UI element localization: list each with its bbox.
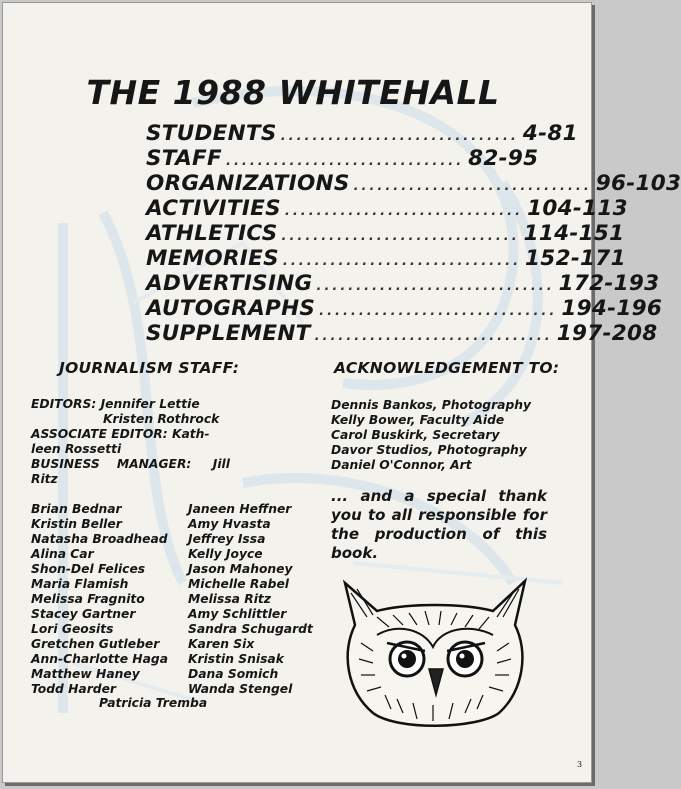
- toc-section: ORGANIZATIONS: [146, 171, 350, 196]
- staff-name: Kristin Beller: [31, 517, 122, 531]
- associate-editor-name-cont: leen Rossetti: [31, 442, 122, 456]
- owl-illustration: [337, 573, 533, 733]
- staff-name: Natasha Broadhead: [31, 532, 168, 546]
- acknowledgement-item: Daniel O'Connor, Art: [331, 458, 472, 472]
- toc-section: STAFF: [146, 146, 222, 171]
- page-title: THE 1988 WHITEHALL: [86, 73, 500, 112]
- acknowledgement-item: Dennis Bankos, Photography: [331, 398, 532, 412]
- staff-name: Janeen Heffner: [188, 502, 292, 516]
- toc-leader: ..............................: [314, 329, 553, 344]
- toc-row: STUDENTS .............................. 4-81: [146, 121, 578, 146]
- staff-name: Lori Geosits: [31, 622, 114, 636]
- associate-editor-name: Kath-: [171, 427, 210, 441]
- staff-name: Karen Six: [188, 637, 255, 651]
- toc-leader: ..............................: [280, 129, 519, 144]
- manager-label: MANAGER:: [116, 457, 192, 471]
- table-of-contents: [146, 121, 681, 346]
- acknowledgement-list: [331, 398, 531, 473]
- toc-leader: ..............................: [226, 154, 465, 169]
- staff-name: Brian Bednar: [31, 502, 122, 516]
- toc-section: ATHLETICS: [146, 221, 278, 246]
- toc-section: MEMORIES: [146, 246, 279, 271]
- staff-name: Sandra Schugardt: [188, 622, 313, 636]
- editors-label: EDITORS:: [31, 397, 97, 411]
- toc-leader: ..............................: [319, 304, 558, 319]
- page-number: 3: [577, 760, 583, 769]
- toc-row: MEMORIES .............................. 152-171: [146, 246, 626, 271]
- business-label: BUSINESS: [31, 457, 100, 471]
- toc-row: SUPPLEMENT .............................. 197-208: [146, 321, 658, 346]
- staff-name: Amy Hvasta: [188, 517, 271, 531]
- toc-section: ACTIVITIES: [146, 196, 281, 221]
- acknowledgement-item: Kelly Bower, Faculty Aide: [331, 413, 505, 427]
- toc-leader: ..............................: [316, 279, 555, 294]
- staff-name: Ann-Charlotte Haga: [31, 652, 169, 666]
- toc-row: ACTIVITIES .............................. 104-113: [146, 196, 628, 221]
- business-manager-name: Jill: [212, 457, 230, 471]
- staff-name: Jason Mahoney: [188, 562, 293, 576]
- journalism-staff-heading: JOURNALISM STAFF:: [59, 359, 240, 377]
- acknowledgement-heading: ACKNOWLEDGEMENT TO:: [334, 359, 560, 377]
- special-thanks: ... and a special thank you to all responsible for the production of this book.: [331, 487, 547, 562]
- business-manager-name-cont: Ritz: [31, 472, 58, 486]
- staff-name: Melissa Ritz: [188, 592, 271, 606]
- staff-name: Melissa Fragnito: [31, 592, 145, 606]
- staff-name: Wanda Stengel: [188, 682, 293, 696]
- toc-section: ADVERTISING: [146, 271, 313, 296]
- staff-name-last: Patricia Tremba: [99, 696, 208, 710]
- staff-name: Shon-Del Felices: [31, 562, 146, 576]
- toc-section: AUTOGRAPHS: [146, 296, 316, 321]
- yearbook-page: [2, 2, 681, 783]
- acknowledgement-item: Carol Buskirk, Secretary: [331, 428, 500, 442]
- editors-block: [31, 397, 230, 487]
- acknowledgement-item: Davor Studios, Photography: [331, 443, 527, 457]
- toc-row: STAFF .............................. 82-95: [146, 146, 539, 171]
- staff-name: Michelle Rabel: [188, 577, 290, 591]
- toc-row: ADVERTISING .............................. 172-193: [146, 271, 660, 296]
- staff-list-col2: [188, 502, 313, 697]
- toc-section: SUPPLEMENT: [146, 321, 311, 346]
- editor-name: Kristen Rothrock: [103, 412, 220, 426]
- staff-name: Jeffrey Issa: [188, 532, 266, 546]
- staff-name: Todd Harder: [31, 682, 116, 696]
- toc-leader: ..............................: [353, 179, 592, 194]
- staff-name: Dana Somich: [188, 667, 279, 681]
- toc-leader: ..............................: [282, 254, 522, 269]
- staff-name: Maria Flamish: [31, 577, 129, 591]
- toc-leader: ..............................: [284, 204, 524, 219]
- staff-name: Amy Schlittler: [188, 607, 287, 621]
- toc-row: AUTOGRAPHS .............................. 194-196: [146, 296, 663, 321]
- staff-name: Gretchen Gutleber: [31, 637, 160, 651]
- staff-name: Kelly Joyce: [188, 547, 263, 561]
- staff-name: Stacey Gartner: [31, 607, 136, 621]
- editor-name: Jennifer Lettie: [100, 397, 200, 411]
- staff-name: Matthew Haney: [31, 667, 140, 681]
- associate-editor-label: ASSOCIATE EDITOR:: [31, 427, 168, 441]
- toc-leader: ..............................: [281, 229, 520, 244]
- toc-row: ORGANIZATIONS .............................. 96-103: [146, 171, 681, 196]
- toc-section: STUDENTS: [146, 121, 277, 146]
- staff-list-col1: [31, 502, 168, 697]
- toc-row: ATHLETICS .............................. 114-151: [146, 221, 625, 246]
- staff-name: Kristin Snisak: [188, 652, 284, 666]
- staff-name: Alina Car: [31, 547, 94, 561]
